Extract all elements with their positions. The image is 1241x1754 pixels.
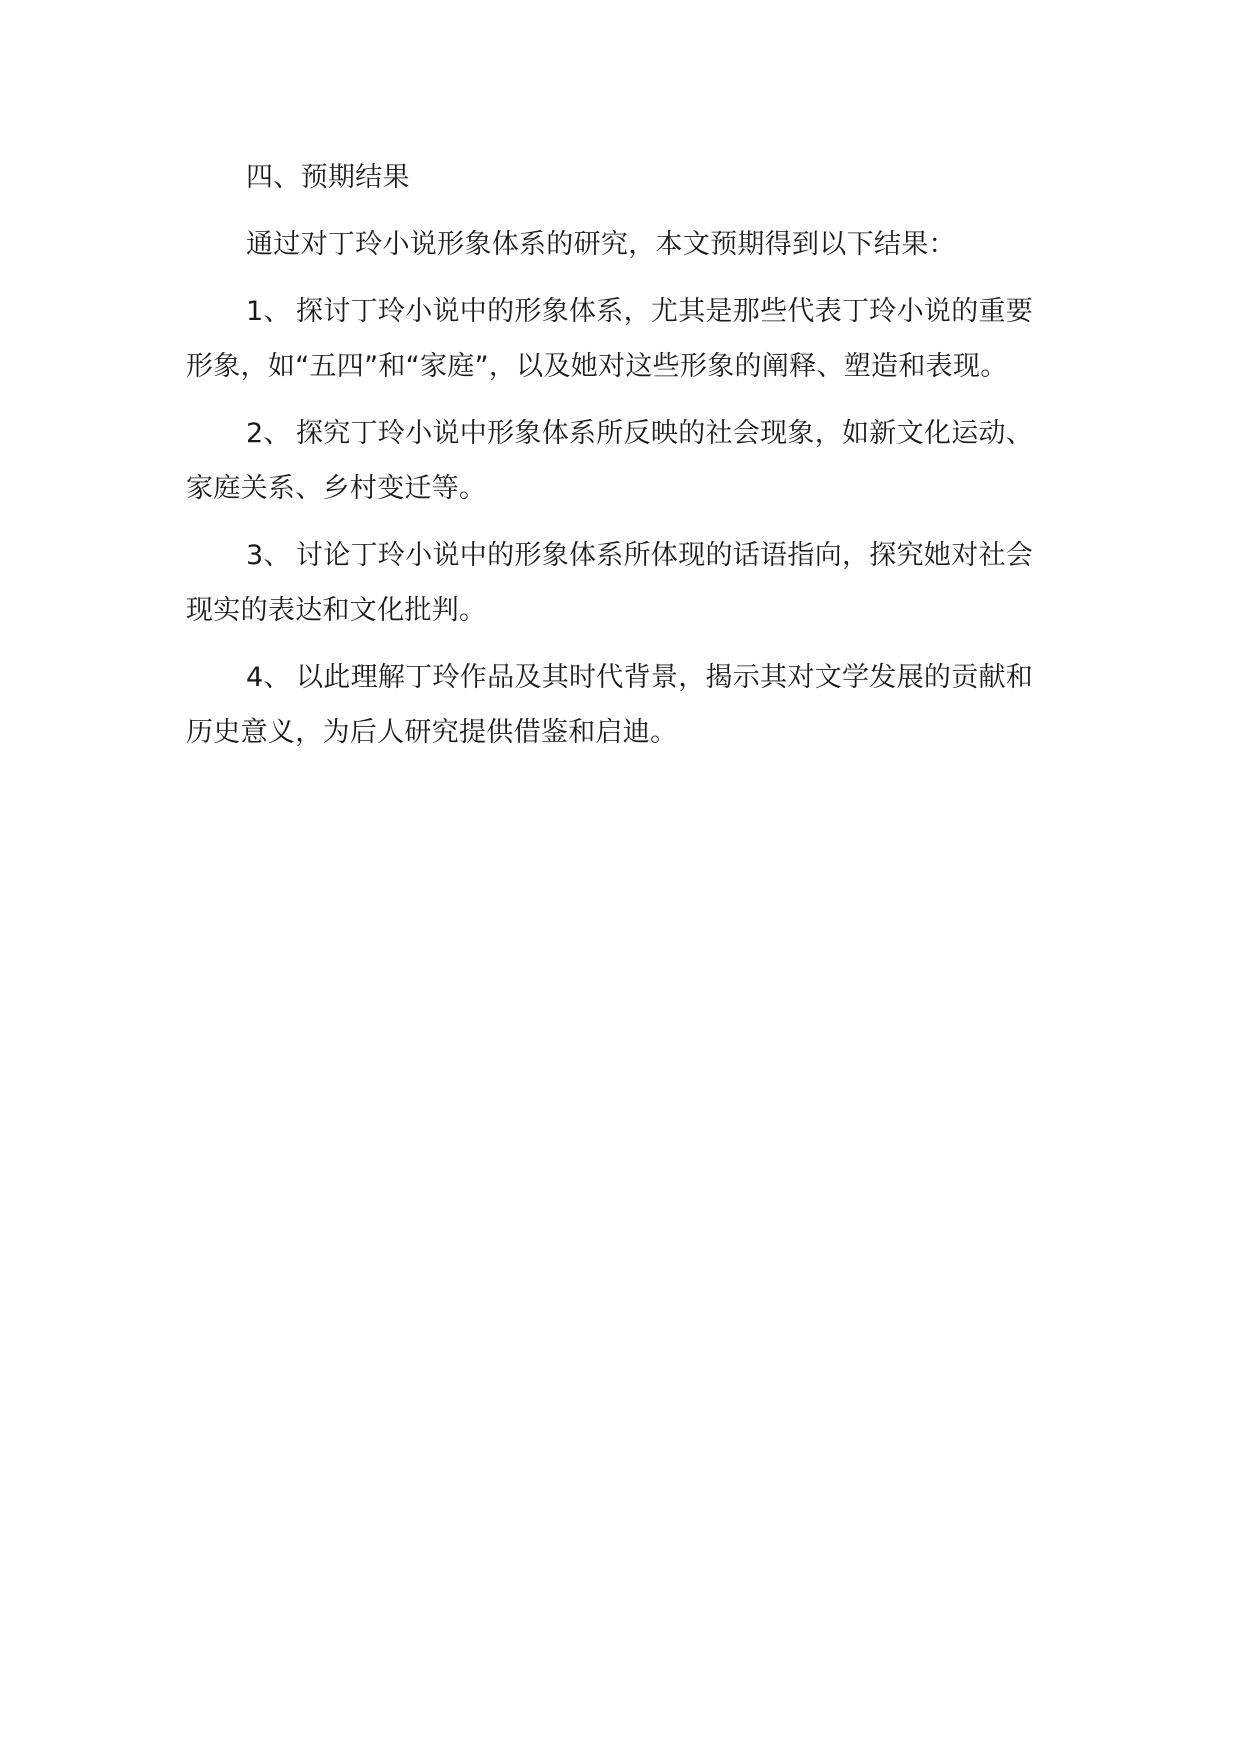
result-item-1-line2: 形象，如“五四”和“家庭”，以及她对这些形象的阐释、塑造和表现。	[186, 351, 1008, 382]
result-item-2-first-line	[186, 406, 1066, 461]
result-item-3-line2: 现实的表达和文化批判。	[186, 595, 487, 626]
result-item-1-number: 1、	[246, 296, 291, 327]
result-item-3-first-line	[186, 528, 1066, 583]
intro-text: 通过对丁玲小说形象体系的研究，本文预期得到以下结果：	[246, 229, 956, 260]
result-item-1-first-line	[186, 284, 1066, 339]
result-item-1-line1: 探讨丁玲小说中的形象体系，尤其是那些代表丁玲小说的重要	[296, 296, 1034, 327]
result-item-2	[186, 406, 1066, 516]
section-heading-text: 四、预期结果	[246, 162, 410, 193]
section-heading	[186, 150, 1066, 205]
result-item-2-line1: 探究丁玲小说中形象体系所反映的社会现象，如新文化运动、	[296, 418, 1034, 449]
result-item-4	[186, 650, 1066, 760]
result-item-2-number: 2、	[246, 418, 291, 449]
result-item-4-line2: 历史意义，为后人研究提供借鉴和启迪。	[186, 717, 678, 748]
intro-paragraph	[186, 217, 1066, 272]
result-item-3-number: 3、	[246, 540, 291, 571]
result-item-4-first-line	[186, 650, 1066, 705]
result-item-2-line2: 家庭关系、乡村变迁等。	[186, 473, 487, 504]
result-item-1	[186, 284, 1066, 394]
result-item-3-line1: 讨论丁玲小说中的形象体系所体现的话语指向，探究她对社会	[296, 540, 1034, 571]
result-item-4-number: 4、	[246, 662, 291, 693]
result-item-4-line1: 以此理解丁玲作品及其时代背景，揭示其对文学发展的贡献和	[296, 662, 1034, 693]
result-item-3	[186, 528, 1066, 638]
document-body	[186, 150, 1066, 772]
